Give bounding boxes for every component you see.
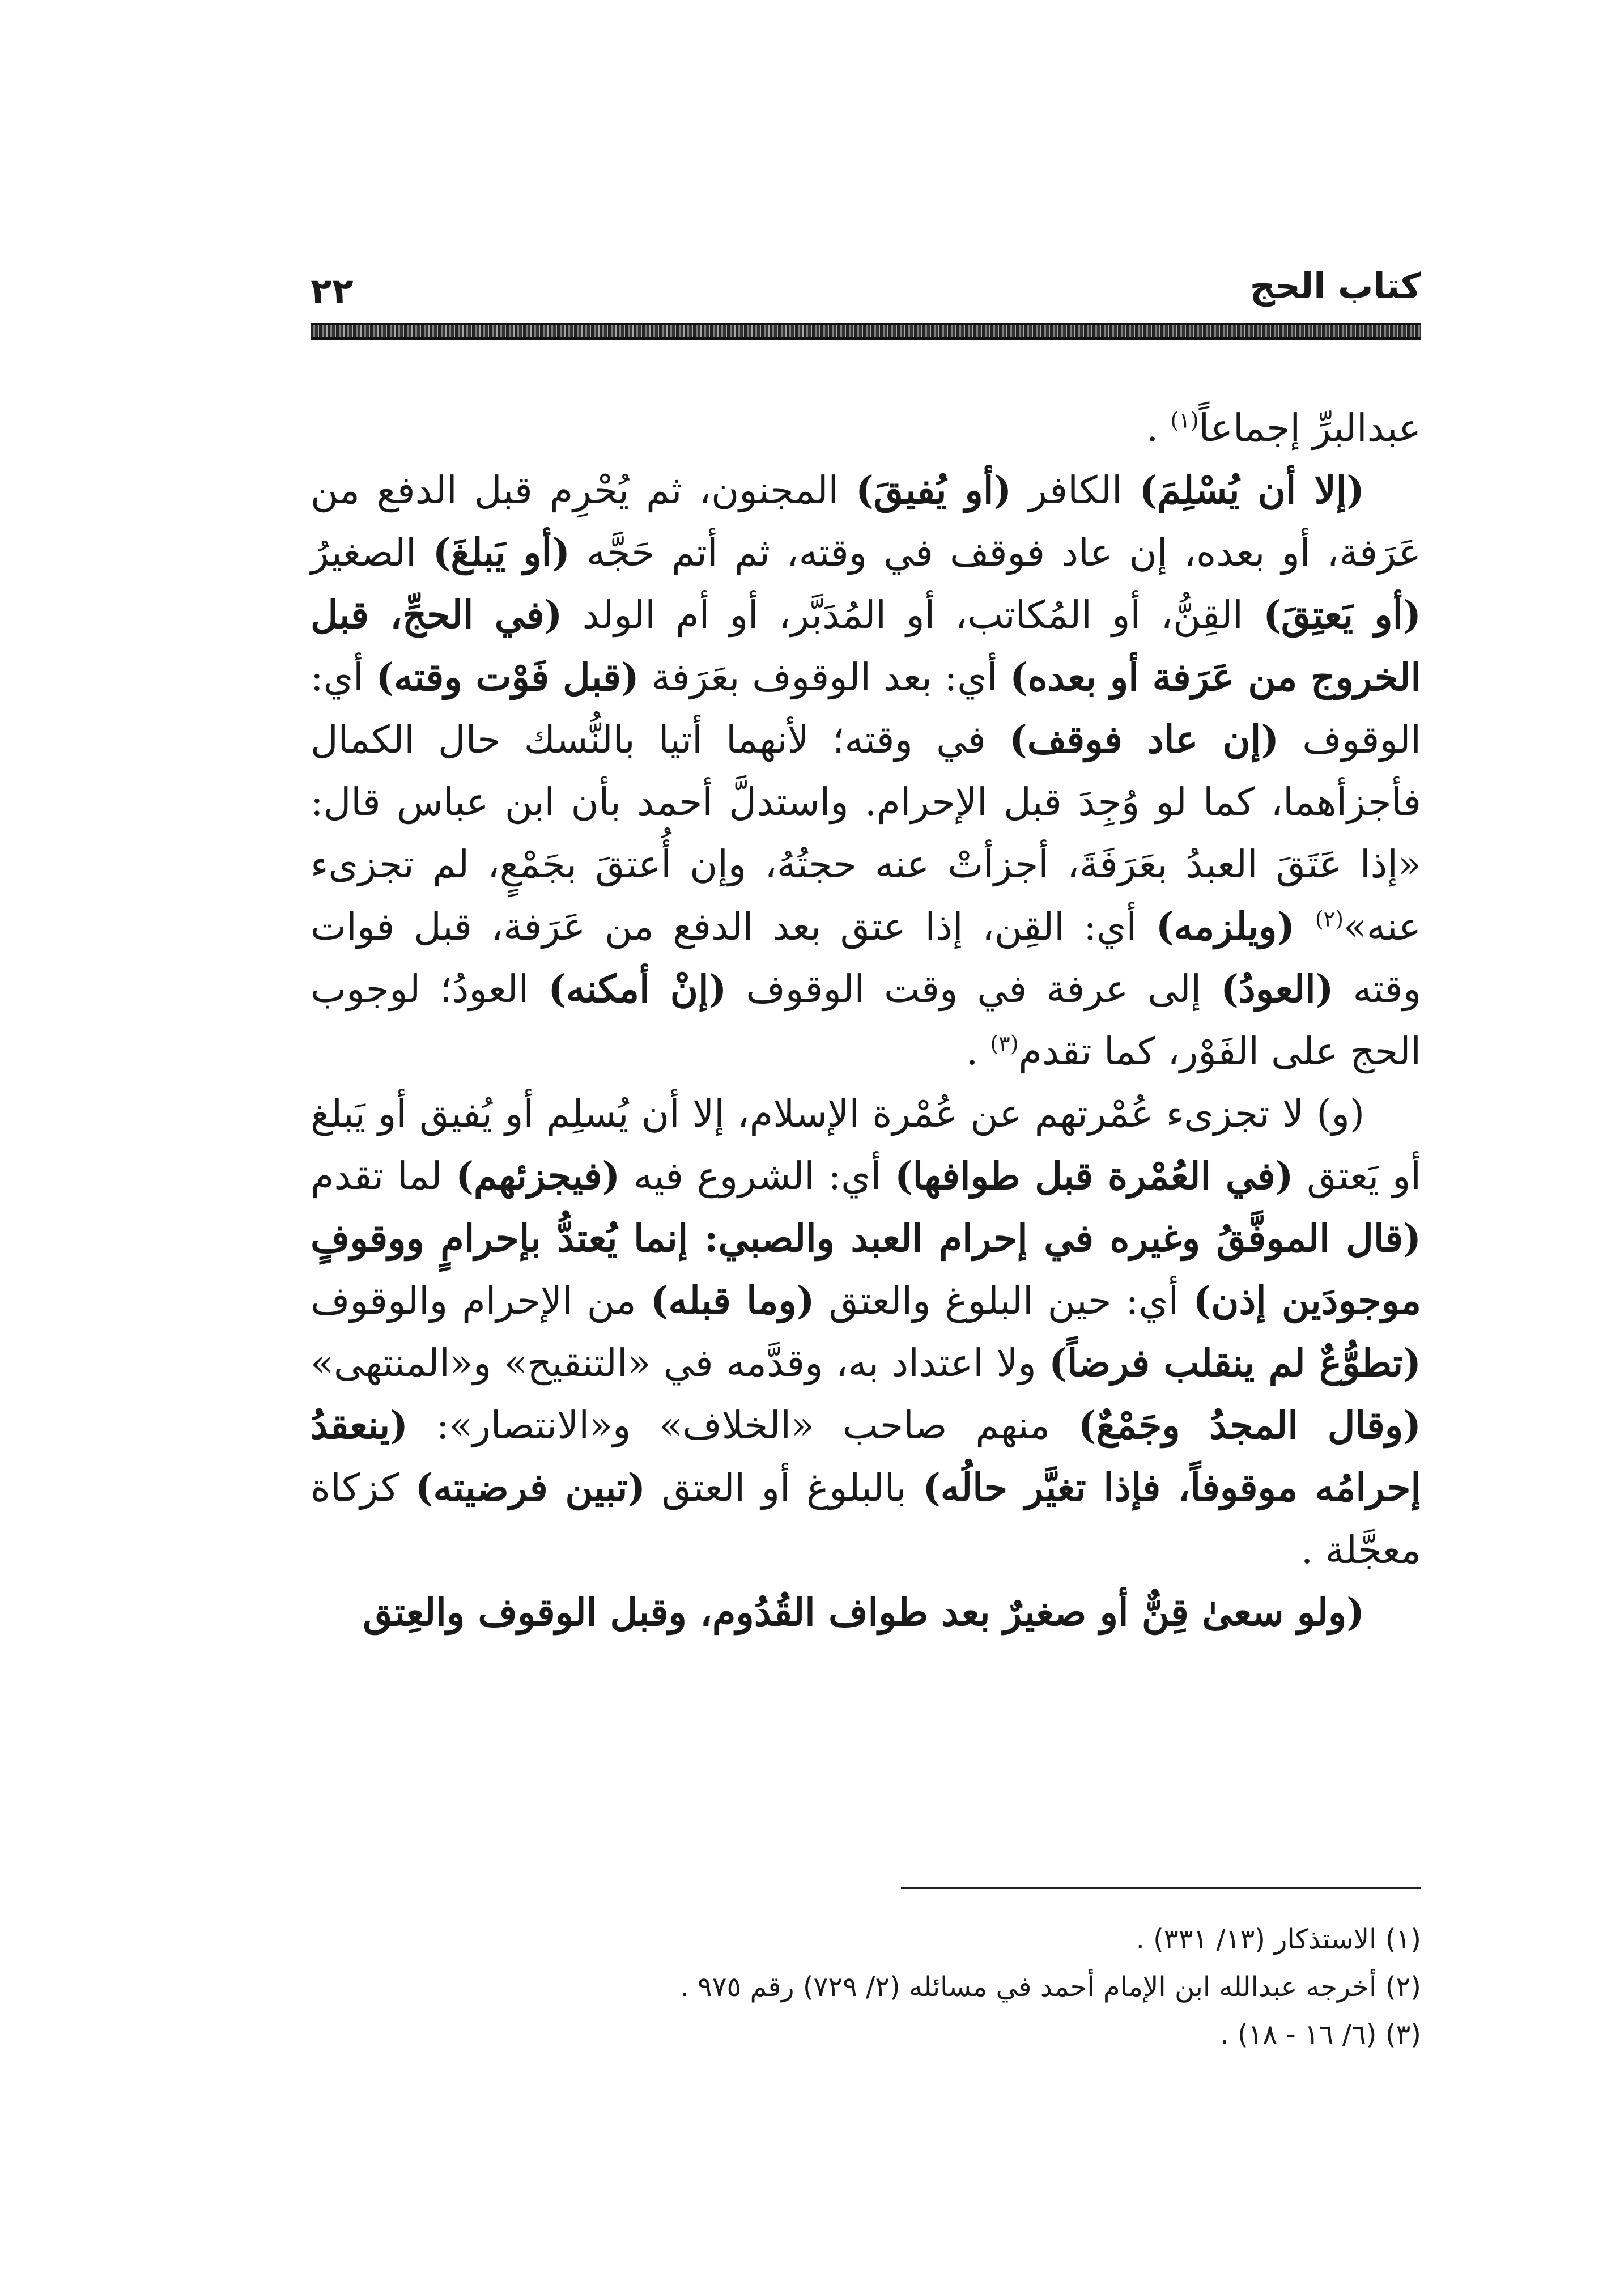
bold-text: (ولو سعىٰ قِنٌّ أو صغيرٌ بعد طواف القُدُوم، وقبل الوقوف والعِتق bbox=[363, 1590, 1364, 1634]
text-run: في وقته؛ لأنهما أتيا بالنُّسك حال الكمال فأجزأهما، كما لو وُجِدَ قبل الإحرام. واستدلَّ أحمد بأن ابن عباس قال: «إذا عَتَقَ العبدُ بعَرَفَةَ، أجزأتْ عنه حجتُهُ، وإن أُعتقَ بجَمْعٍ، لم تجزىء عنه» bbox=[311, 717, 1421, 949]
text-run: (و) لا تجزىء عُمْرتهم عن عُمْرة الإسلام، إلا أن يُسلِم أو يُفيق أو يَبلغ أو يَعتق bbox=[311, 1092, 1421, 1198]
paragraph-2 bbox=[311, 459, 1421, 1082]
paragraph-1 bbox=[311, 397, 1421, 459]
page-number: ٢٢ bbox=[311, 270, 354, 311]
text-run: . bbox=[966, 1029, 990, 1073]
footnote-ref-3: (٣) bbox=[990, 1031, 1019, 1056]
text-run: . bbox=[1146, 406, 1171, 450]
bold-text: (إنْ أمكنه) bbox=[548, 966, 727, 1011]
footnote-2: (٢) أخرجه عبدالله ابن الإمام أحمد في مسائله (٢/ ٧٢٩) رقم ٩٧٥ . bbox=[680, 1971, 1421, 2003]
paragraph-3 bbox=[311, 1082, 1421, 1581]
bold-text: (في العُمْرة قبل طوافها) bbox=[894, 1153, 1294, 1198]
bold-text: (العودُ) bbox=[1221, 966, 1334, 1011]
bold-text: (أو يَبلغَ) bbox=[432, 530, 570, 575]
text-run: ولا اعتداد به، وقدَّمه في «التنقيح» و«المنتهى» bbox=[311, 1341, 1049, 1385]
bold-text: (وما قبله) bbox=[650, 1278, 815, 1323]
text-run: إلى عرفة في وقت الوقوف bbox=[726, 967, 1221, 1011]
footnote-divider bbox=[901, 1887, 1421, 1889]
paragraph-4 bbox=[311, 1581, 1421, 1644]
text-run: أي: الشروع فيه bbox=[620, 1154, 895, 1198]
text-run: كزكاة معجَّلة . bbox=[311, 1466, 1421, 1572]
footnote-3: (٣) (٦/ ١٦ - ١٨) . bbox=[1220, 2019, 1421, 2050]
footnotes bbox=[311, 1916, 1421, 2058]
footnote-ref-2: (٢) bbox=[1315, 906, 1344, 932]
book-title: كتاب الحج bbox=[1249, 265, 1421, 307]
text-run: القِنُّ، أو المُكاتب، أو المُدَبَّر، أو أم الولد bbox=[562, 593, 1264, 637]
footnote-1: (١) الاستذكار (١٣/ ٣٣١) . bbox=[1136, 1923, 1421, 1955]
text-run: من الإحرام والوقوف bbox=[311, 1279, 651, 1323]
text-run: أي: الوقوف bbox=[311, 655, 1421, 762]
text-run: أي: بعد الوقوف بعَرَفة bbox=[639, 655, 1010, 699]
text-run: عبدالبرِّ إجماعاً bbox=[1198, 406, 1421, 450]
text-run: الكافر bbox=[1011, 468, 1140, 512]
text-run: لما تقدم bbox=[311, 1154, 456, 1198]
header-divider bbox=[311, 323, 1421, 340]
bold-text: (فيجزئهم) bbox=[456, 1153, 620, 1198]
text-run: منهم صاحب «الخلاف» و«الانتصار»: bbox=[407, 1403, 1078, 1447]
bold-text: (تطوُّعٌ لم ينقلب فرضاً) bbox=[1049, 1340, 1421, 1385]
text-run: أي: حين البلوغ والعتق bbox=[814, 1279, 1193, 1323]
text-run: أي: القِن، إذا عتق بعد الدفع من عَرَفة، قبل فوات وقته bbox=[311, 905, 1421, 1011]
bold-text: (وقال المجدُ وجَمْعٌ) bbox=[1078, 1403, 1421, 1447]
main-text bbox=[311, 397, 1421, 1644]
bold-text: (إلا أن يُسْلِمَ) bbox=[1139, 468, 1364, 512]
bold-text: (قال الموفَّقُ وغيره في إحرام العبد والصبي: إنما يُعتدُّ بإحرامٍ ووقوفٍ موجودَين إذن) bbox=[311, 1216, 1422, 1323]
page-header bbox=[311, 260, 1421, 350]
text-run: المجنون، ثم يُحْرِم قبل الدفع من عَرَفة، أو بعده، إن عاد فوقف في وقته، ثم أتم حَجَّه bbox=[311, 468, 1422, 575]
text-run: الصغيرُ bbox=[311, 530, 433, 575]
bold-text: (أو يُفيقَ) bbox=[856, 468, 1012, 512]
text-run: العودُ؛ لوجوب الحج على الفَوْر، كما تقدم bbox=[311, 967, 1421, 1073]
bold-text: (في الحجِّ، قبل الخروج من عَرَفة أو بعده) bbox=[311, 592, 1421, 699]
footnote-ref-1: (١) bbox=[1170, 407, 1199, 433]
bold-text: (تبين فرضيته) bbox=[415, 1465, 646, 1510]
bold-text: (ينعقدُ إحرامُه موقوفاً، فإذا تغيَّر حالُه) bbox=[311, 1403, 1422, 1510]
bold-text: (قبل فَوْت وقته) bbox=[376, 655, 639, 699]
text-run: بالبلوغ أو العتق bbox=[645, 1466, 923, 1510]
bold-text: (إن عاد فوقف) bbox=[1009, 717, 1279, 762]
bold-text: (أو يَعتِقَ) bbox=[1263, 592, 1421, 637]
bold-text: (ويلزمه) bbox=[1155, 904, 1315, 949]
